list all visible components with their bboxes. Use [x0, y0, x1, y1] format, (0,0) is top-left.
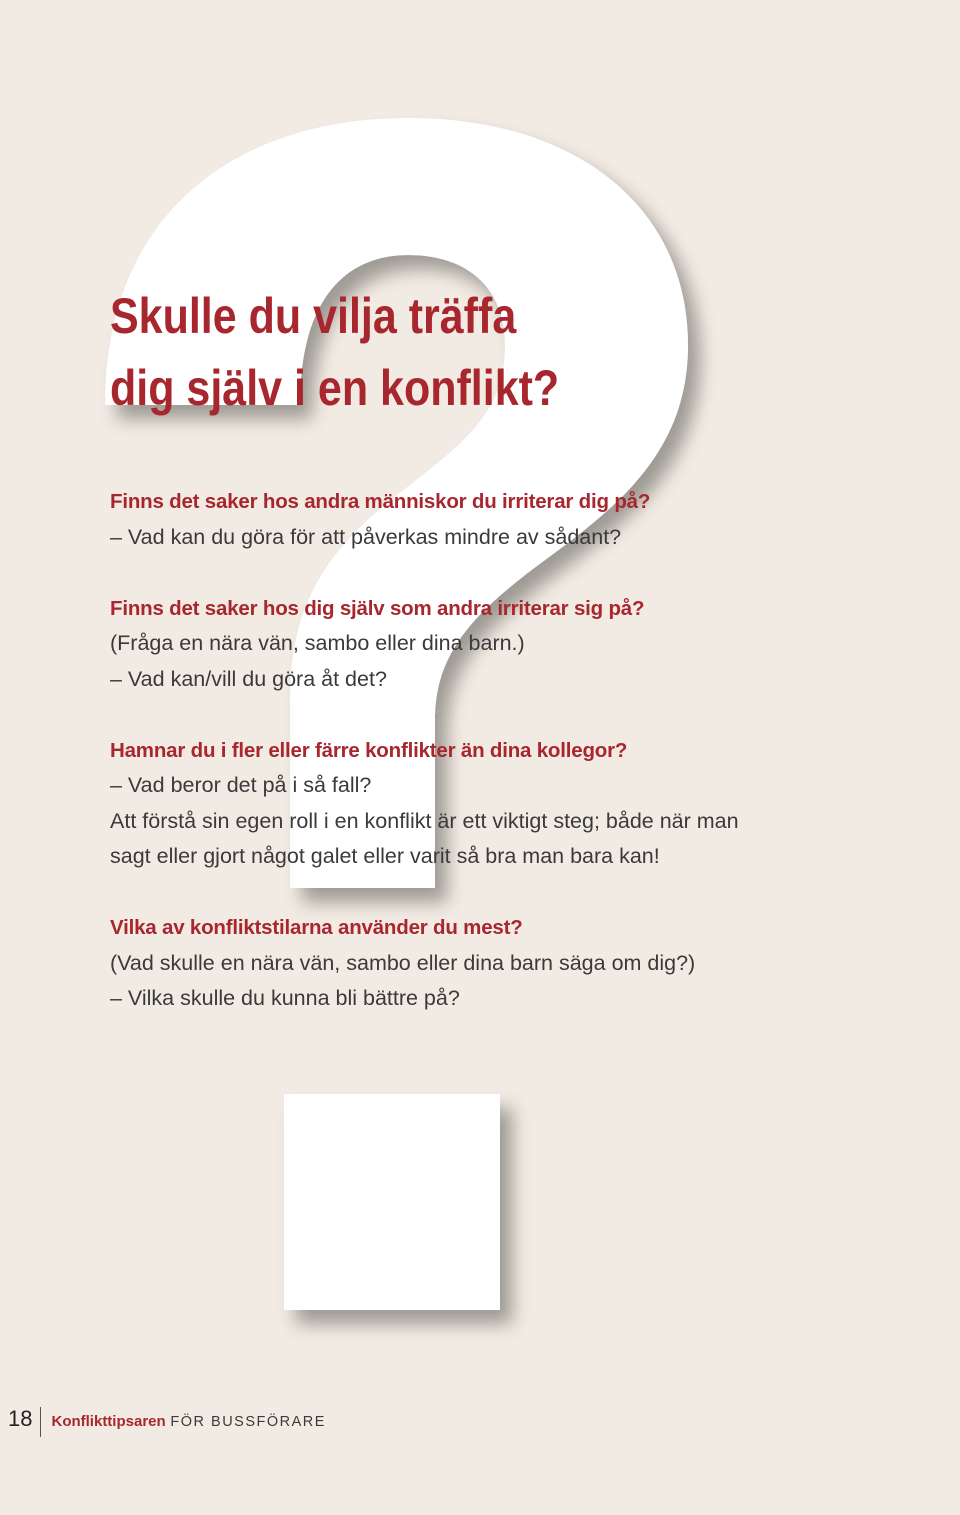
question-3: Hamnar du i fler eller färre konflikter än dina kollegor? — [110, 738, 628, 762]
footer-divider — [40, 1407, 41, 1437]
page-number: 18 — [8, 1406, 33, 1431]
answer-line: – Vad kan/vill du göra åt det? — [110, 666, 387, 691]
heading-line-2: dig själv i en konflikt? — [110, 360, 560, 416]
answer-line: – Vad kan du göra för att påverkas mindre av sådant? — [110, 524, 622, 549]
question-4: Vilka av konfliktstilarna använder du mest? — [110, 916, 523, 939]
answer-line: sagt eller gjort något galet eller varit så bra man bara kan! — [110, 844, 660, 868]
publication-title: Konflikttipsaren — [51, 1413, 166, 1430]
answer-line: (Vad skulle en nära vän, sambo eller dina barn säga om dig?) — [110, 950, 696, 975]
publication-subtitle: FÖR BUSSFÖRARE — [170, 1414, 326, 1430]
page-heading — [110, 280, 712, 424]
answer-line: Att förstå sin egen roll i en konflikt är ett viktigt steg; både när man — [110, 808, 739, 833]
question-2: Finns det saker hos dig själv som andra irriterar sig på? — [110, 596, 645, 620]
answer-line: – Vilka skulle du kunna bli bättre på? — [110, 986, 460, 1010]
page-footer — [8, 1404, 326, 1437]
question-mark-dot — [284, 1094, 500, 1310]
heading-line-1: Skulle du vilja träffa — [110, 288, 517, 344]
question-list — [110, 484, 890, 1017]
answer-line: (Fråga en nära vän, sambo eller dina barn.) — [110, 631, 525, 655]
answer-line: – Vad beror det på i så fall? — [110, 773, 372, 797]
question-1: Finns det saker hos andra människor du irriterar dig på? — [110, 490, 651, 513]
